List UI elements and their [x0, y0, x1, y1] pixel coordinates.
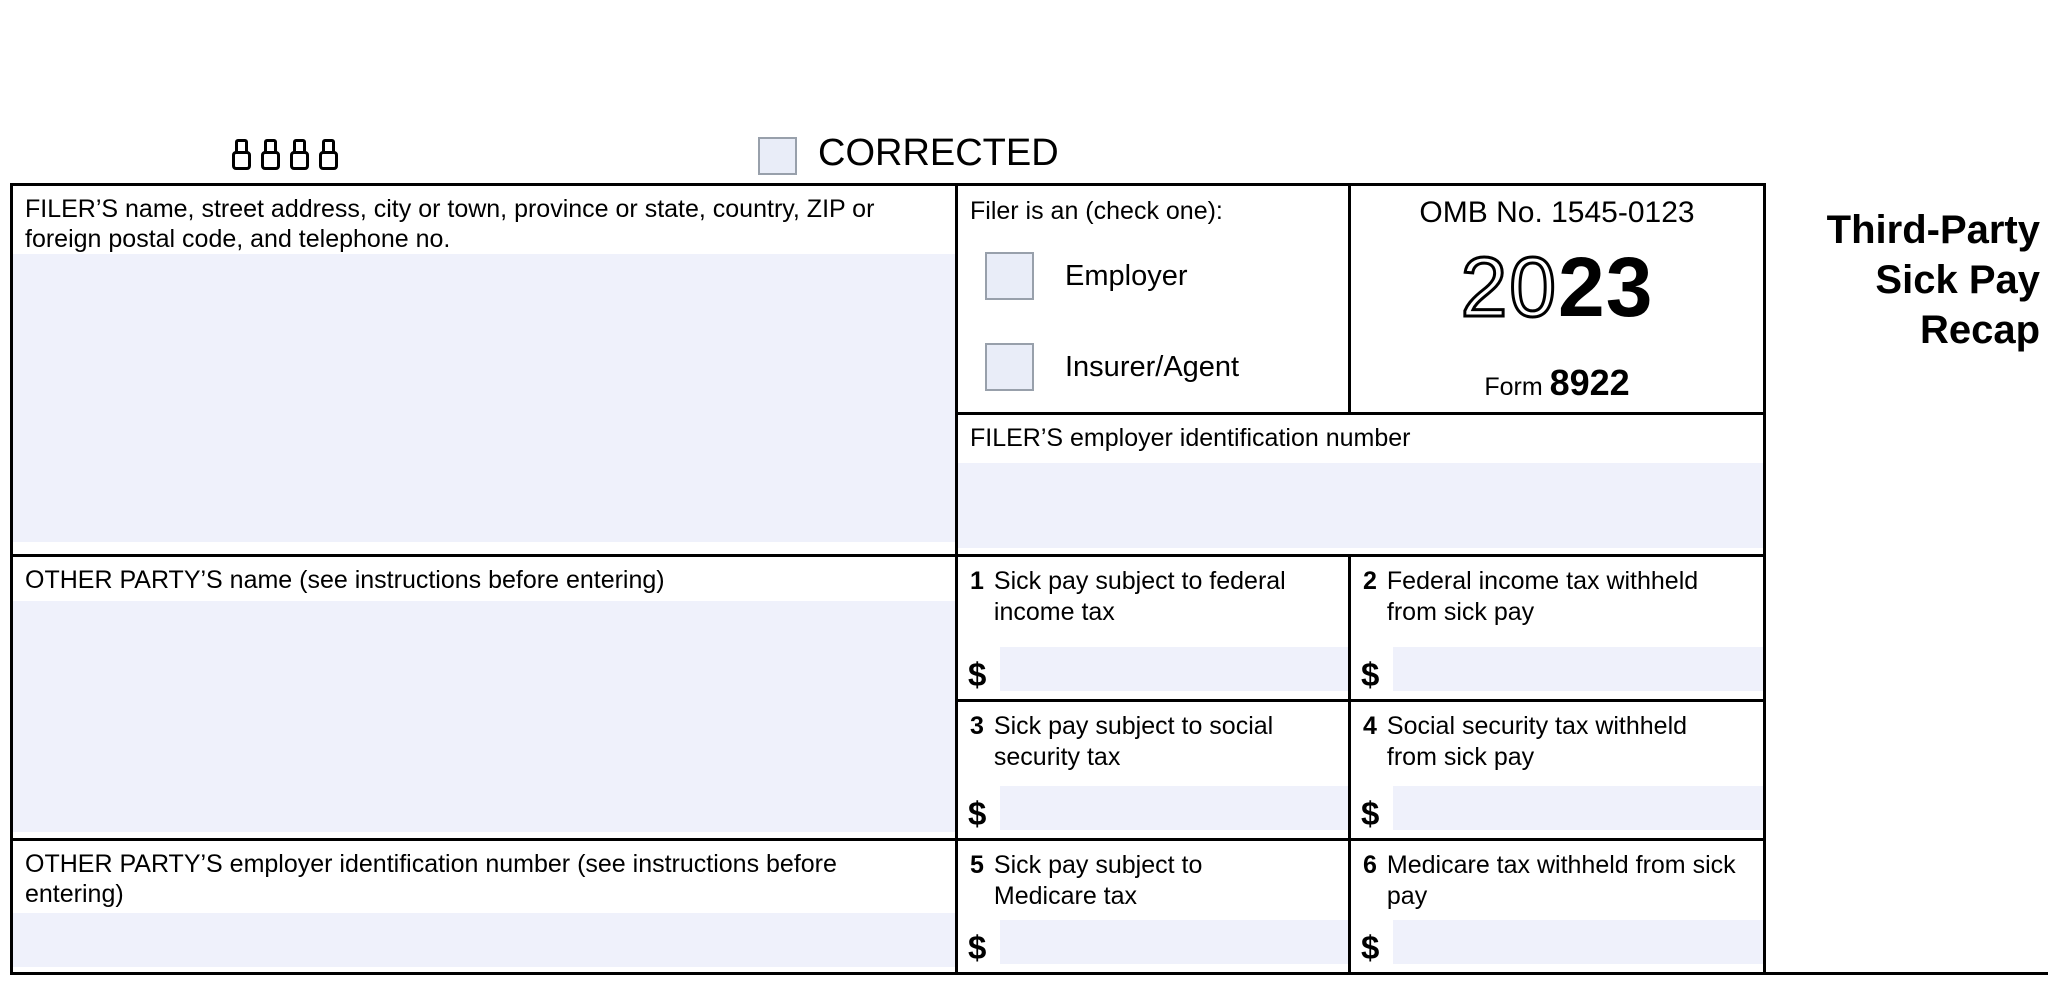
corrected-label: CORRECTED	[818, 132, 1059, 174]
box2-cell	[1348, 554, 1763, 699]
box3-label: Sick pay subject to social security tax	[993, 712, 1274, 771]
lock-icon	[290, 151, 309, 170]
other-party-ein-cell	[13, 838, 955, 972]
box2-amount-input[interactable]	[1393, 647, 1763, 691]
box4-amount-input[interactable]	[1393, 786, 1763, 830]
box4-label: Social security tax withheld from sick pay	[1386, 712, 1688, 771]
insurer-agent-checkbox[interactable]	[985, 343, 1034, 391]
tax-year	[1351, 240, 1763, 334]
omb-year-cell	[1348, 186, 1763, 412]
box6-amount-input[interactable]	[1393, 920, 1763, 964]
filer-ein-input[interactable]	[958, 463, 1763, 548]
lock-icon	[290, 139, 309, 170]
lock-icon	[319, 139, 338, 170]
form-number-line	[1351, 362, 1763, 404]
form-title-line: Sick Pay	[1875, 258, 2040, 302]
box1-label: Sick pay subject to federal income tax	[993, 567, 1286, 626]
box4-number: 4	[1363, 712, 1377, 740]
box6-label: Medicare tax withheld from sick pay	[1386, 851, 1736, 910]
tax-year-solid: 23	[1558, 240, 1654, 334]
lock-icon	[319, 151, 338, 170]
corrected-checkbox[interactable]	[758, 137, 797, 175]
box6-number: 6	[1363, 851, 1377, 879]
form-word: Form	[1484, 373, 1543, 401]
bottom-rule	[1763, 972, 2048, 975]
other-party-name-cell	[13, 554, 955, 838]
dollar-sign: $	[1361, 795, 1380, 832]
box2-label: Federal income tax withheld from sick pay	[1386, 567, 1699, 626]
lock-icon	[261, 151, 280, 170]
form-title-line: Recap	[1919, 308, 2040, 352]
employer-label: Employer	[1065, 260, 1188, 292]
box3-amount-input[interactable]	[1000, 786, 1348, 830]
form-number: 8922	[1549, 362, 1630, 403]
box1-cell	[955, 554, 1348, 699]
box1-amount-input[interactable]	[1000, 647, 1348, 691]
box3-cell	[955, 699, 1348, 838]
other-party-name-label: OTHER PARTY’S name (see instructions before entering)	[25, 566, 665, 594]
filer-name-label: FILER’S name, street address, city or town, province or state, country, ZIP or foreign postal code, and telephone no.	[25, 195, 875, 253]
box5-number: 5	[970, 851, 984, 879]
box3-number: 3	[970, 712, 984, 740]
lock-icon	[232, 151, 251, 170]
dollar-sign: $	[968, 656, 987, 693]
form-table	[10, 183, 1766, 975]
other-party-name-input[interactable]	[13, 601, 955, 832]
other-party-ein-label: OTHER PARTY’S employer identification number (see instructions before entering)	[25, 850, 837, 908]
box4-cell	[1348, 699, 1763, 838]
box1-number: 1	[970, 567, 984, 595]
box5-cell	[955, 838, 1348, 972]
other-party-ein-input[interactable]	[13, 913, 955, 967]
filer-name-cell	[13, 186, 955, 554]
box5-amount-input[interactable]	[1000, 920, 1348, 964]
dollar-sign: $	[1361, 929, 1380, 966]
form-title	[1827, 205, 2040, 355]
filer-name-input[interactable]	[13, 254, 955, 542]
filer-ein-label: FILER’S employer identification number	[970, 424, 1411, 452]
dollar-sign: $	[968, 795, 987, 832]
lock-icon	[232, 139, 251, 170]
lock-icons-row	[232, 139, 338, 170]
employer-checkbox[interactable]	[985, 252, 1034, 300]
box5-label: Sick pay subject to Medicare tax	[993, 851, 1203, 910]
dollar-sign: $	[968, 929, 987, 966]
filer-ein-cell	[955, 412, 1763, 554]
lock-icon	[261, 139, 280, 170]
box6-cell	[1348, 838, 1763, 972]
filer-type-cell	[955, 186, 1348, 412]
dollar-sign: $	[1361, 656, 1380, 693]
insurer-agent-label: Insurer/Agent	[1065, 351, 1240, 383]
tax-year-outline: 20	[1460, 240, 1558, 334]
box2-number: 2	[1363, 567, 1377, 595]
form-title-line: Third-Party	[1826, 208, 2040, 252]
omb-number: OMB No. 1545-0123	[1419, 196, 1695, 229]
filer-type-label: Filer is an (check one):	[970, 197, 1223, 225]
